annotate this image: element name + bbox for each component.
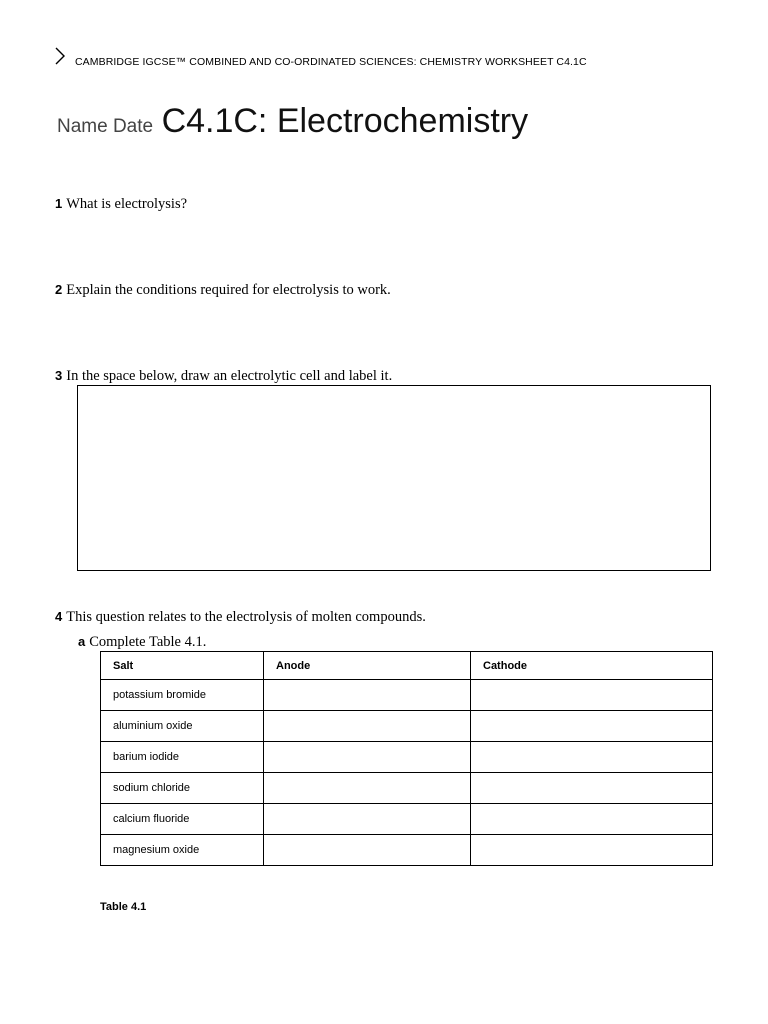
cathode-answer-cell[interactable] <box>471 680 713 711</box>
cathode-answer-cell[interactable] <box>471 742 713 773</box>
question-3 <box>55 368 392 385</box>
drawing-answer-box[interactable] <box>77 385 711 571</box>
table-caption: Table 4.1 <box>100 901 147 913</box>
cathode-answer-cell[interactable] <box>471 773 713 804</box>
question-text: In the space below, draw an electrolytic cell and label it. <box>66 368 393 384</box>
question-text: This question relates to the electrolysis of molten compounds. <box>66 609 426 625</box>
question-2 <box>55 282 391 299</box>
question-number: 3 <box>55 368 63 383</box>
column-header-anode: Anode <box>264 652 471 680</box>
table-header-row <box>101 652 713 680</box>
table-row <box>101 742 713 773</box>
table-row <box>101 835 713 866</box>
salt-cell: potassium bromide <box>101 680 264 711</box>
table-row <box>101 680 713 711</box>
anode-answer-cell[interactable] <box>264 742 471 773</box>
anode-answer-cell[interactable] <box>264 773 471 804</box>
page-title: C4.1C: Electrochemistry <box>161 102 529 140</box>
anode-answer-cell[interactable] <box>264 711 471 742</box>
table-row <box>101 773 713 804</box>
question-4 <box>55 609 426 626</box>
subquestion-text: Complete Table 4.1. <box>89 634 207 650</box>
question-number: 1 <box>55 196 63 211</box>
table-row <box>101 804 713 835</box>
column-header-salt: Salt <box>101 652 264 680</box>
table-4-1 <box>100 651 713 866</box>
column-header-cathode: Cathode <box>471 652 713 680</box>
salt-cell: calcium fluoride <box>101 804 264 835</box>
salt-cell: sodium chloride <box>101 773 264 804</box>
name-date-label: Name Date <box>57 116 154 137</box>
table-row <box>101 711 713 742</box>
subquestion-letter: a <box>78 634 86 649</box>
question-text: Explain the conditions required for electrolysis to work. <box>66 282 391 298</box>
question-1 <box>55 196 187 213</box>
title-row <box>57 102 528 141</box>
salt-cell: barium iodide <box>101 742 264 773</box>
running-header: CAMBRIDGE IGCSE™ COMBINED AND CO-ORDINATED SCIENCES: CHEMISTRY WORKSHEET C4.1C <box>75 56 587 68</box>
subquestion-a <box>78 634 206 651</box>
cathode-answer-cell[interactable] <box>471 835 713 866</box>
cathode-answer-cell[interactable] <box>471 804 713 835</box>
anode-answer-cell[interactable] <box>264 835 471 866</box>
question-number: 4 <box>55 609 63 624</box>
question-text: What is electrolysis? <box>66 196 188 212</box>
anode-answer-cell[interactable] <box>264 804 471 835</box>
question-number: 2 <box>55 282 63 297</box>
cathode-answer-cell[interactable] <box>471 711 713 742</box>
anode-answer-cell[interactable] <box>264 680 471 711</box>
salt-cell: aluminium oxide <box>101 711 264 742</box>
salt-cell: magnesium oxide <box>101 835 264 866</box>
chevron-right-icon <box>53 46 69 66</box>
